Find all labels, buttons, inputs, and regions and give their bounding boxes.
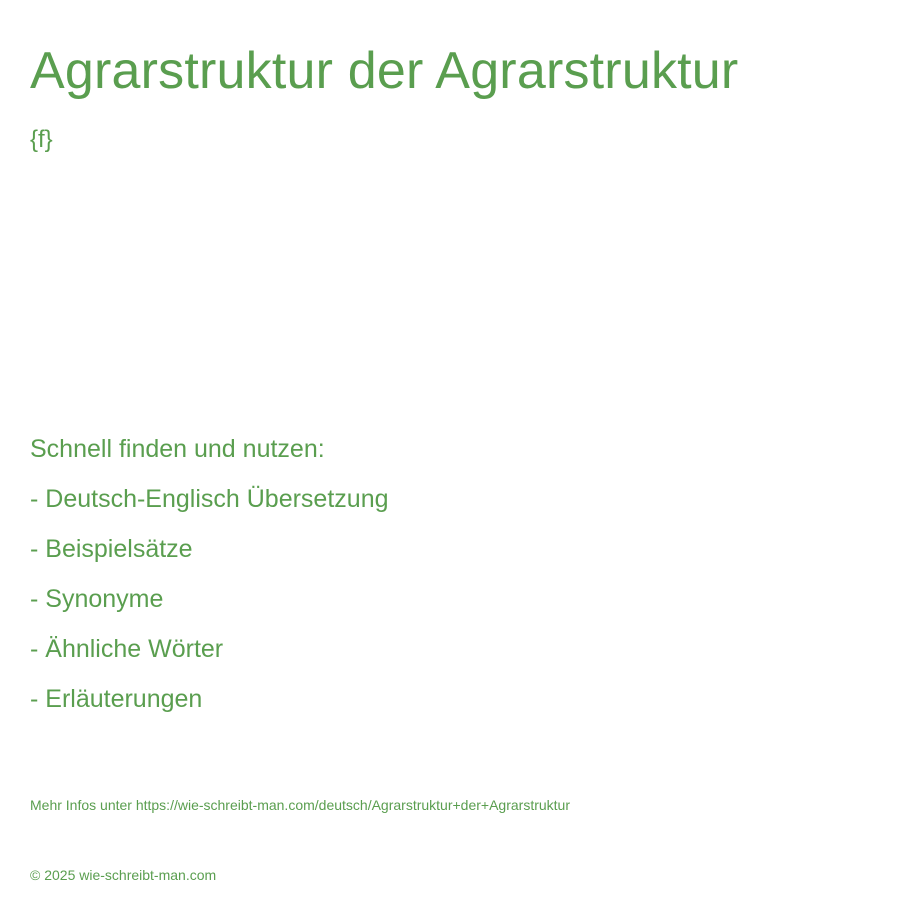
feature-list-heading: Schnell finden und nutzen: <box>30 435 325 463</box>
copyright-notice: © 2025 wie-schreibt-man.com <box>30 867 217 883</box>
feature-item-explanations: - Erläuterungen <box>30 685 203 713</box>
gender-marker: {f} <box>30 126 53 153</box>
feature-list <box>30 424 389 724</box>
feature-item-synonyms: - Synonyme <box>30 585 164 613</box>
feature-item-similar-words: - Ähnliche Wörter <box>30 635 224 663</box>
more-info-link[interactable]: Mehr Infos unter https://wie-schreibt-man.com/deutsch/Agrarstruktur+der+Agrarstruktur <box>30 797 570 813</box>
feature-item-translation: - Deutsch-Englisch Übersetzung <box>30 485 389 513</box>
page-title: Agrarstruktur der Agrarstruktur <box>30 42 739 100</box>
feature-item-example-sentences: - Beispielsätze <box>30 535 193 563</box>
